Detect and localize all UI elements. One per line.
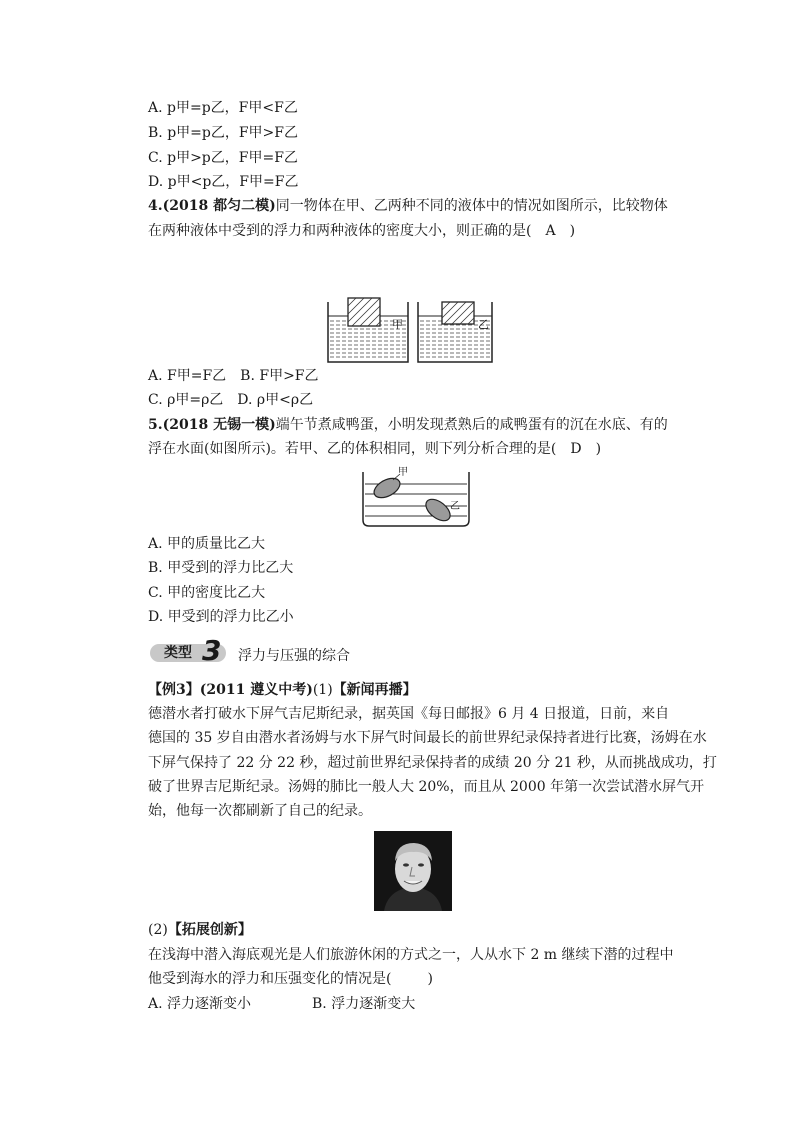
q5-stem-line1	[148, 415, 668, 435]
part2-number: (2)	[148, 922, 168, 938]
part2-header	[148, 920, 252, 940]
example-header	[148, 680, 417, 700]
part2-text-line2-body: 他受到海水的浮力和压强变化的情况是(	[148, 971, 392, 987]
example-paragraph-line: 德潜水者打破水下屏气吉尼斯纪录，据英国《每日邮报》6 月 4 日报道，日前，来自	[148, 706, 670, 722]
q4-source: (2018 都匀二模)	[162, 198, 276, 214]
q5-label-a: 甲	[398, 467, 408, 478]
part2-text-line1: 在浅海中潜入海底观光是人们旅游休闲的方式之一，人从水下 2 m 继续下潜的过程中	[148, 947, 674, 963]
q5-label-b: 乙	[450, 501, 460, 512]
diver-portrait-photo	[374, 831, 452, 911]
q3-option-d: D. p甲<p乙，F甲=F乙	[148, 174, 299, 190]
q4-options-line1: A. F甲=F乙 B. F甲>F乙	[148, 368, 319, 384]
q4-label-b: 乙	[478, 318, 489, 331]
part2-option-b: B. 浮力逐渐变大	[312, 996, 416, 1012]
q3-option-a: A. p甲=p乙，F甲<F乙	[148, 100, 298, 116]
q4-text-line1: 同一物体在甲、乙两种不同的液体中的情况如图所示，比较物体	[275, 198, 668, 214]
q4-number: 4.	[148, 198, 163, 214]
example-tag: 【新闻再播】	[332, 682, 417, 698]
part2-option-a: A. 浮力逐渐变小	[148, 996, 252, 1012]
section-title: 浮力与压强的综合	[238, 648, 350, 664]
example-paragraph-line: 下屏气保持了 22 分 22 秒，超过前世界纪录保持者的成绩 20 分 21 秒，从而挑战成功，打	[148, 755, 717, 771]
section-badge-number: 3	[202, 634, 222, 667]
q4-container-a	[328, 298, 408, 362]
section-badge	[150, 634, 226, 667]
q5-figure	[360, 466, 472, 530]
q5-text-line1: 端午节煮咸鸭蛋，小明发现煮熟后的咸鸭蛋有的沉在水底、有的	[275, 417, 668, 433]
q4-stem-line1	[148, 196, 668, 216]
q5-option-d: D. 甲受到的浮力比乙小	[148, 609, 294, 625]
example-label: 【例3】(2011 遵义中考)	[148, 682, 313, 698]
q3-option-c: C. p甲>p乙，F甲=F乙	[148, 150, 298, 166]
example-part-number: (1)	[312, 682, 333, 698]
diver-portrait-drawing	[374, 831, 452, 911]
example-paragraph-line: 始，他每一次都刷新了自己的纪录。	[148, 803, 372, 819]
section-badge-label: 类型	[164, 645, 192, 661]
q5-option-b: B. 甲受到的浮力比乙大	[148, 560, 294, 576]
q4-text-line2: 在两种液体中受到的浮力和两种液体的密度大小，则正确的是( A )	[148, 223, 576, 239]
part2-text-line2	[148, 969, 433, 989]
q4-container-b	[418, 302, 492, 362]
example-paragraph-line: 破了世界吉尼斯纪录。汤姆的肺比一般人大 20%，而且从 2000 年第一次尝试潜水屏气开	[148, 779, 705, 795]
q4-figure	[326, 290, 496, 366]
q4-label-a: 甲	[392, 318, 403, 331]
q5-option-a: A. 甲的质量比乙大	[148, 536, 266, 552]
part2-tag: 【拓展创新】	[167, 922, 252, 938]
q5-text-line2: 浮在水面(如图所示)。若甲、乙的体积相同，则下列分析合理的是( D )	[148, 441, 602, 457]
q3-option-b: B. p甲=p乙，F甲>F乙	[148, 125, 299, 141]
q5-source: (2018 无锡一模)	[162, 417, 276, 433]
q5-option-c: C. 甲的密度比乙大	[148, 585, 266, 601]
q5-number: 5.	[148, 417, 163, 433]
q5-egg-a	[371, 474, 403, 501]
part2-text-line2-end: )	[427, 971, 433, 987]
example-paragraph-line: 德国的 35 岁自由潜水者汤姆与水下屏气时间最长的前世界纪录保持者进行比赛，汤姆在水	[148, 730, 707, 746]
q4-options-line2: C. ρ甲=ρ乙 D. ρ甲<ρ乙	[148, 392, 314, 408]
